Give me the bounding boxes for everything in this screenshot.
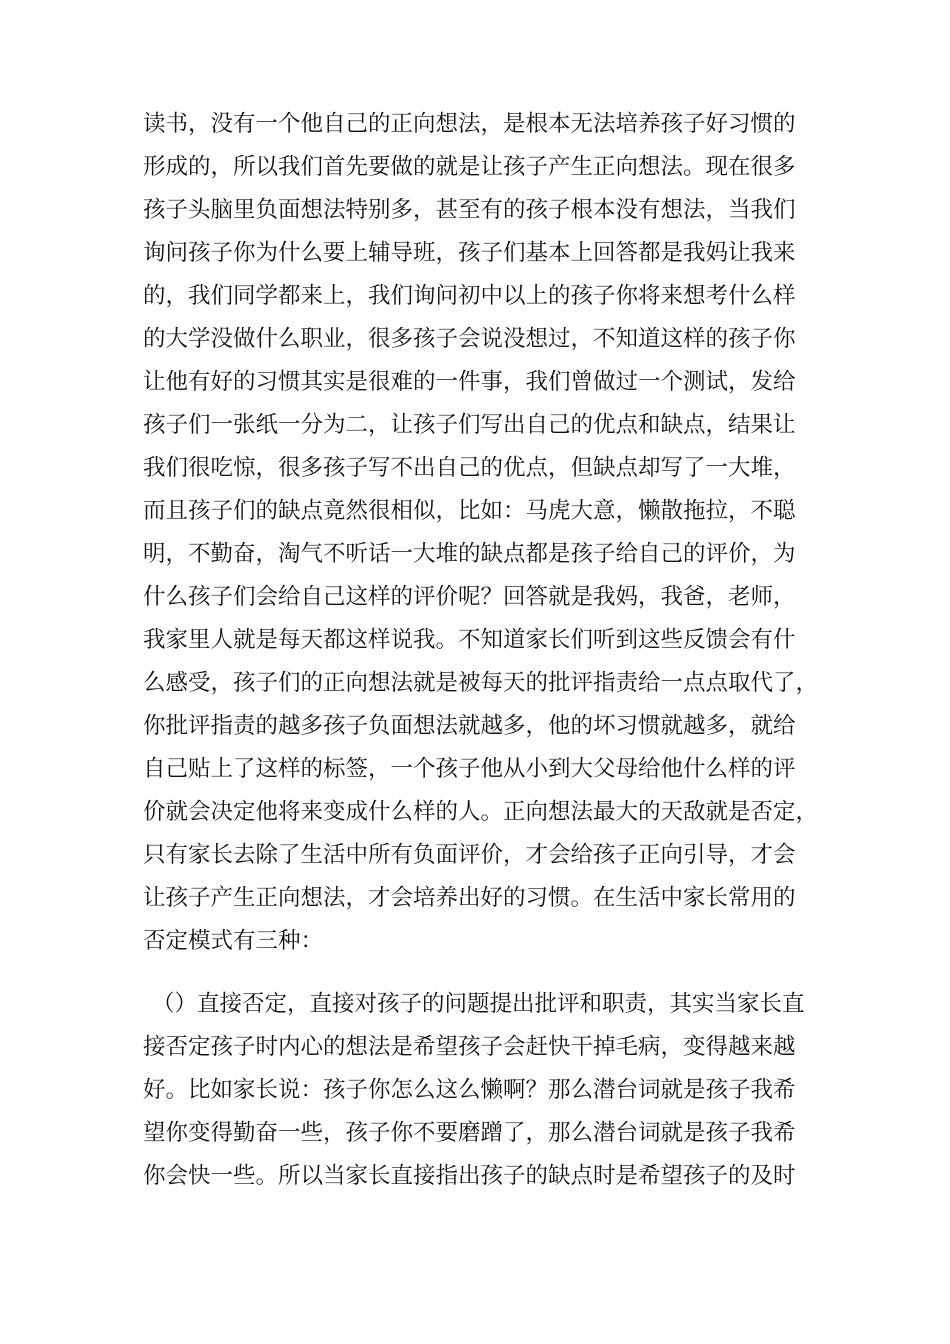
text-line: 读书，没有一个他自己的正向想法，是根本无法培养孩子好习惯的 [143,111,796,137]
text-line: 的，我们同学都来上，我们询问初中以上的孩子你将来想考什么样 [143,283,796,309]
text-line: 只有家长去除了生活中所有负面评价，才会给孩子正向引导，才会 [143,842,796,868]
text-line: 什么孩子们会给自己这样的评价呢？回答就是我妈，我爸，老师， [143,584,796,610]
text-line: 询问孩子你为什么要上辅导班，孩子们基本上回答都是我妈让我来 [143,240,796,266]
text-line: 自己贴上了这样的标签，一个孩子他从小到大父母给他什么样的评 [143,756,796,782]
text-line: 而且孩子们的缺点竟然很相似，比如：马虎大意，懒散拖拉，不聪 [143,498,796,524]
text-line: 否定模式有三种： [143,928,324,954]
text-line: 你会快一些。所以当家长直接指出孩子的缺点时是希望孩子的及时 [143,1163,796,1189]
text-line: 好。比如家长说：孩子你怎么这么懒啊？那么潜台词就是孩子我希 [143,1077,796,1103]
text-line: 明，不勤奋，淘气不听话一大堆的缺点都是孩子给自己的评价，为 [143,541,796,567]
text-line: 么感受，孩子们的正向想法就是被每天的批评指责给一点点取代了， [143,670,819,696]
text-line: 形成的，所以我们首先要做的就是让孩子产生正向想法。现在很多 [143,154,796,180]
text-line: 价就会决定他将来变成什么样的人。正向想法最大的天敌就是否定， [143,799,819,825]
paragraph-2 [143,983,807,1198]
text-line: 孩子们一张纸一分为二，让孩子们写出自己的优点和缺点，结果让 [143,412,796,438]
text-line: 孩子头脑里负面想法特别多，甚至有的孩子根本没有想法，当我们 [143,197,796,223]
text-line: 你批评指责的越多孩子负面想法就越多，他的坏习惯就越多，就给 [143,713,796,739]
paragraph-1 [143,103,819,963]
text-line: 让孩子产生正向想法，才会培养出好的习惯。在生活中家长常用的 [143,885,796,911]
text-line: 让他有好的习惯其实是很难的一件事，我们曾做过一个测试，发给 [143,369,796,395]
text-line: 接否定孩子时内心的想法是希望孩子会赶快干掉毛病，变得越来越 [143,1034,796,1060]
text-line: 的大学没做什么职业，很多孩子会说没想过，不知道这样的孩子你 [143,326,796,352]
text-line: 我们很吃惊，很多孩子写不出自己的优点，但缺点却写了一大堆， [143,455,796,481]
text-line: 望你变得勤奋一些，孩子你不要磨蹭了，那么潜台词就是孩子我希 [143,1120,796,1146]
text-line: 我家里人就是每天都这样说我。不知道家长们听到这些反馈会有什 [143,627,796,653]
text-line: （）直接否定，直接对孩子的问题提出批评和职责，其实当家长直 [152,991,805,1017]
